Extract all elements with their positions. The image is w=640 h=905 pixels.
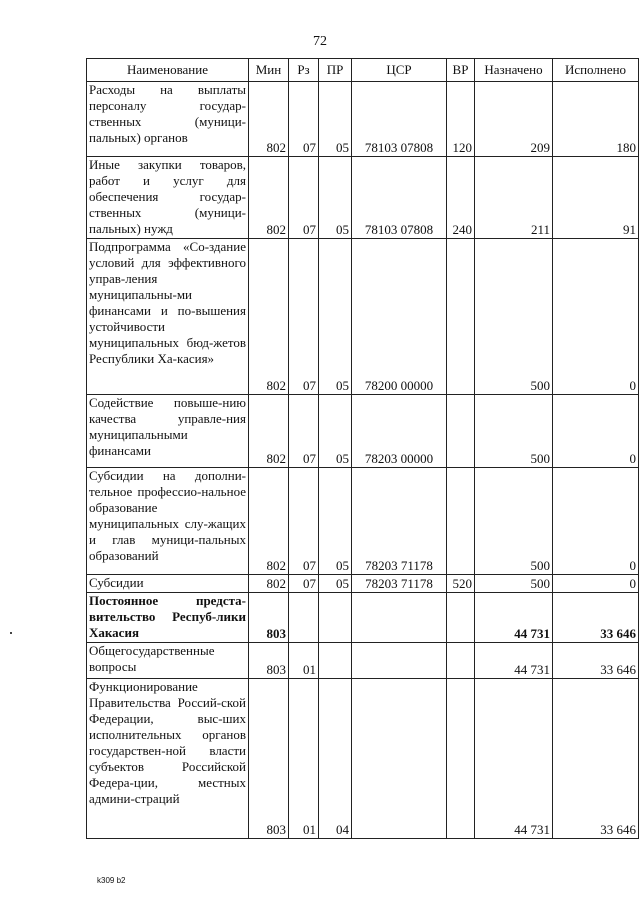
row-vr: 520 xyxy=(447,575,475,593)
page-number: 72 xyxy=(313,34,327,49)
row-pr xyxy=(319,593,352,643)
table-row xyxy=(87,575,639,593)
row-min: 803 xyxy=(249,643,289,679)
header-csr: ЦСР xyxy=(352,59,447,82)
row-min: 803 xyxy=(249,593,289,643)
row-pr: 04 xyxy=(319,679,352,839)
row-rz: 07 xyxy=(289,82,319,157)
row-min: 802 xyxy=(249,575,289,593)
row-csr: 78103 07808 xyxy=(352,157,447,239)
row-pr: 05 xyxy=(319,239,352,395)
table-row xyxy=(87,82,639,157)
row-naznacheno: 500 xyxy=(475,468,553,575)
row-csr: 78203 71178 xyxy=(352,575,447,593)
table-row xyxy=(87,239,639,395)
row-csr xyxy=(352,593,447,643)
row-pr xyxy=(319,643,352,679)
table-row xyxy=(87,679,639,839)
row-ispolneno: 33 646 xyxy=(553,643,639,679)
row-vr xyxy=(447,593,475,643)
row-ispolneno: 0 xyxy=(553,468,639,575)
row-pr: 05 xyxy=(319,82,352,157)
row-min: 802 xyxy=(249,395,289,468)
row-vr: 240 xyxy=(447,157,475,239)
table-row xyxy=(87,593,639,643)
row-naznacheno: 211 xyxy=(475,157,553,239)
row-naznacheno: 209 xyxy=(475,82,553,157)
row-ispolneno: 180 xyxy=(553,82,639,157)
row-csr: 78203 00000 xyxy=(352,395,447,468)
row-min: 802 xyxy=(249,157,289,239)
header-pr: ПР xyxy=(319,59,352,82)
row-rz: 07 xyxy=(289,157,319,239)
row-vr: 120 xyxy=(447,82,475,157)
row-naznacheno: 500 xyxy=(475,239,553,395)
row-ispolneno: 0 xyxy=(553,575,639,593)
row-rz: 07 xyxy=(289,468,319,575)
row-ispolneno: 0 xyxy=(553,239,639,395)
row-csr: 78200 00000 xyxy=(352,239,447,395)
row-name: Постоянное предста-вительство Респуб-лики Хакасия xyxy=(87,593,249,643)
row-pr: 05 xyxy=(319,157,352,239)
row-rz: 07 xyxy=(289,575,319,593)
row-pr: 05 xyxy=(319,468,352,575)
budget-table xyxy=(86,58,639,839)
row-min: 802 xyxy=(249,82,289,157)
row-rz xyxy=(289,593,319,643)
scan-speck xyxy=(10,632,12,634)
row-rz: 01 xyxy=(289,643,319,679)
header-ispolneno: Исполнено xyxy=(553,59,639,82)
row-name: Функционирование Правительства Россий-ской Федерации, выс-ших исполнительных органов государствен-ной власти субъектов Российской Федера-ции, местных админи-страций xyxy=(87,679,249,839)
row-name: Субсидии xyxy=(87,575,249,593)
row-pr: 05 xyxy=(319,395,352,468)
row-rz: 07 xyxy=(289,239,319,395)
row-name: Подпрограмма «Со-здание условий для эффективного управ-ления муниципальны-ми финансами и по-вышения устойчивости муниципальных бюд-жетов Республики Ха-касия» xyxy=(87,239,249,395)
row-naznacheno: 44 731 xyxy=(475,593,553,643)
row-naznacheno: 500 xyxy=(475,575,553,593)
row-min: 802 xyxy=(249,239,289,395)
table-row xyxy=(87,395,639,468)
row-ispolneno: 33 646 xyxy=(553,679,639,839)
row-name: Общегосударственные вопросы xyxy=(87,643,249,679)
row-vr xyxy=(447,468,475,575)
row-csr xyxy=(352,643,447,679)
row-vr xyxy=(447,643,475,679)
header-rz: Рз xyxy=(289,59,319,82)
row-vr xyxy=(447,679,475,839)
row-name: Содействие повыше-нию качества управле-ния муниципальными финансами xyxy=(87,395,249,468)
footer-code: k309 b2 xyxy=(97,876,126,885)
row-ispolneno: 0 xyxy=(553,395,639,468)
row-csr: 78103 07808 xyxy=(352,82,447,157)
row-naznacheno: 500 xyxy=(475,395,553,468)
table-row xyxy=(87,643,639,679)
row-min: 803 xyxy=(249,679,289,839)
row-rz: 07 xyxy=(289,395,319,468)
row-pr: 05 xyxy=(319,575,352,593)
row-csr: 78203 71178 xyxy=(352,468,447,575)
row-vr xyxy=(447,239,475,395)
table-header-row xyxy=(87,59,639,82)
table-body xyxy=(87,82,639,839)
row-naznacheno: 44 731 xyxy=(475,679,553,839)
row-name: Расходы на выплаты персоналу государ-ственных (муници-пальных) органов xyxy=(87,82,249,157)
header-name: Наименование xyxy=(87,59,249,82)
row-min: 802 xyxy=(249,468,289,575)
row-name: Иные закупки товаров, работ и услуг для обеспечения государ-ственных (муници-пальных) нужд xyxy=(87,157,249,239)
table-row xyxy=(87,157,639,239)
header-vr: ВР xyxy=(447,59,475,82)
row-naznacheno: 44 731 xyxy=(475,643,553,679)
header-naznacheno: Назначено xyxy=(475,59,553,82)
row-csr xyxy=(352,679,447,839)
row-rz: 01 xyxy=(289,679,319,839)
row-name: Субсидии на дополни-тельное профессио-нальное образование муниципальных слу-жащих и глав муници-пальных образований xyxy=(87,468,249,575)
table-row xyxy=(87,468,639,575)
header-min: Мин xyxy=(249,59,289,82)
row-vr xyxy=(447,395,475,468)
row-ispolneno: 91 xyxy=(553,157,639,239)
row-ispolneno: 33 646 xyxy=(553,593,639,643)
